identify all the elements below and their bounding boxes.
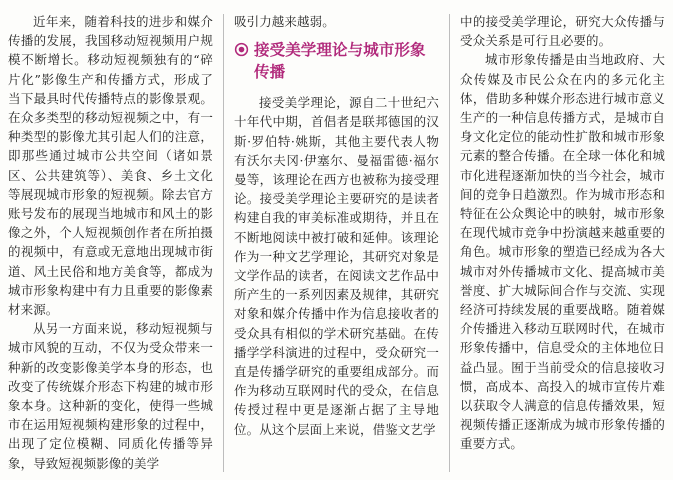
column-divider	[449, 14, 450, 472]
paragraph-reception-aesthetics: 接受美学理论，源自二十世纪六十年代中期，首倡者是联邦德国的汉斯·罗伯特·姚斯，其他主要代表人物有沃尔夫冈·伊塞尔、曼福雷德·福尔曼等，该理论在西方也被称为接受理论。接受美学理论主要研究的是读者构建自我的审美标准或期待，并且在不断地阅读中被打破和延伸。该理论作为一种文艺学理论，其研究对象是文学作品的读者，在阅读文艺作品中所产生的一系列因素及规律，其研究对象和媒介传播中作为信息接收者的受众具有相似的学术研究基础。在传播学学科演进的过程中，受众研究一直是传播学研究的重要组成部分。而作为移动互联网时代的受众，在信息传授过程中更是逐渐占据了主导地位。从这个层面上来说，借鉴文艺学	[234, 95, 439, 437]
paragraph-continuation: 吸引力越来越弱。	[234, 14, 335, 29]
text-column-2	[234, 12, 439, 474]
paragraph-continuation: 中的接受美学理论，研究大众传播与受众关系是可行且必要的。	[460, 14, 665, 49]
paragraph-city-image: 城市形象传播是由当地政府、大众传媒及市民公众在内的多元化主体，借助多种媒介形态进行城市意义生产的一种信息传播方式，是城市自身文化定位的能动性扩散和城市形象元素的整合传播。在全球一体化和城市化进程逐渐加快的当今社会，城市间的竞争日趋激烈。作为城市形态和特征在公众舆论中的映射，城市形象在现代城市竞争中扮演越来越重要的角色。城市形象的塑造已经成为各大城市对外传播城市文化、提高城市美誉度、扩大城际间合作与交流、实现经济可持续发展的重要战略。随着媒介传播进入移动互联网时代，在城市形象传播中，信息受众的主体地位日益凸显。囿于当前受众的信息接收习惯，高成本、高投入的城市宣传片难以获取令人满意的信息传播效果，短视频传播正逐渐成为城市形象传播的重要方式。	[460, 52, 665, 452]
section-heading	[234, 39, 439, 83]
section-heading-text: 接受美学理论与城市形象传播	[254, 41, 426, 82]
text-column-1	[8, 12, 213, 474]
paragraph-other-side: 从另一方面来说，移动短视频与城市风貌的互动，不仅为受众带来一种新的改变影像美学本身的形态，也改变了传统媒介形态下构建的城市形象本身。这种新的变化，使得一些城市在运用短视频构建形象的过程中，出现了定位模糊、同质化传播等异象，导致短视频影像的美学	[8, 321, 213, 471]
circle-bullet-icon	[234, 42, 249, 57]
text-column-3	[460, 12, 665, 474]
paragraph-intro: 近年来，随着科技的进步和媒介传播的发展，我国移动短视频用户规模不断增长。移动短视频独有的“碎片化”影像生产和传播方式，形成了当下最具时代传播特点的影像景观。在众多类型的移动短视频之中，有一种类型的影像尤其引起人们的注意，即那些通过城市公共空间（诸如景区、公共建筑等）、美食、乡土文化等展现城市形象的短视频。除去官方账号发布的展现当地城市和风土的影像之外，个人短视频创作者在所拍摄的视频中，有意或无意地出现城市街道、风土民俗和地方美食等，都成为城市形象构建中有力且重要的影像素材来源。	[8, 14, 213, 318]
column-divider	[223, 14, 224, 472]
